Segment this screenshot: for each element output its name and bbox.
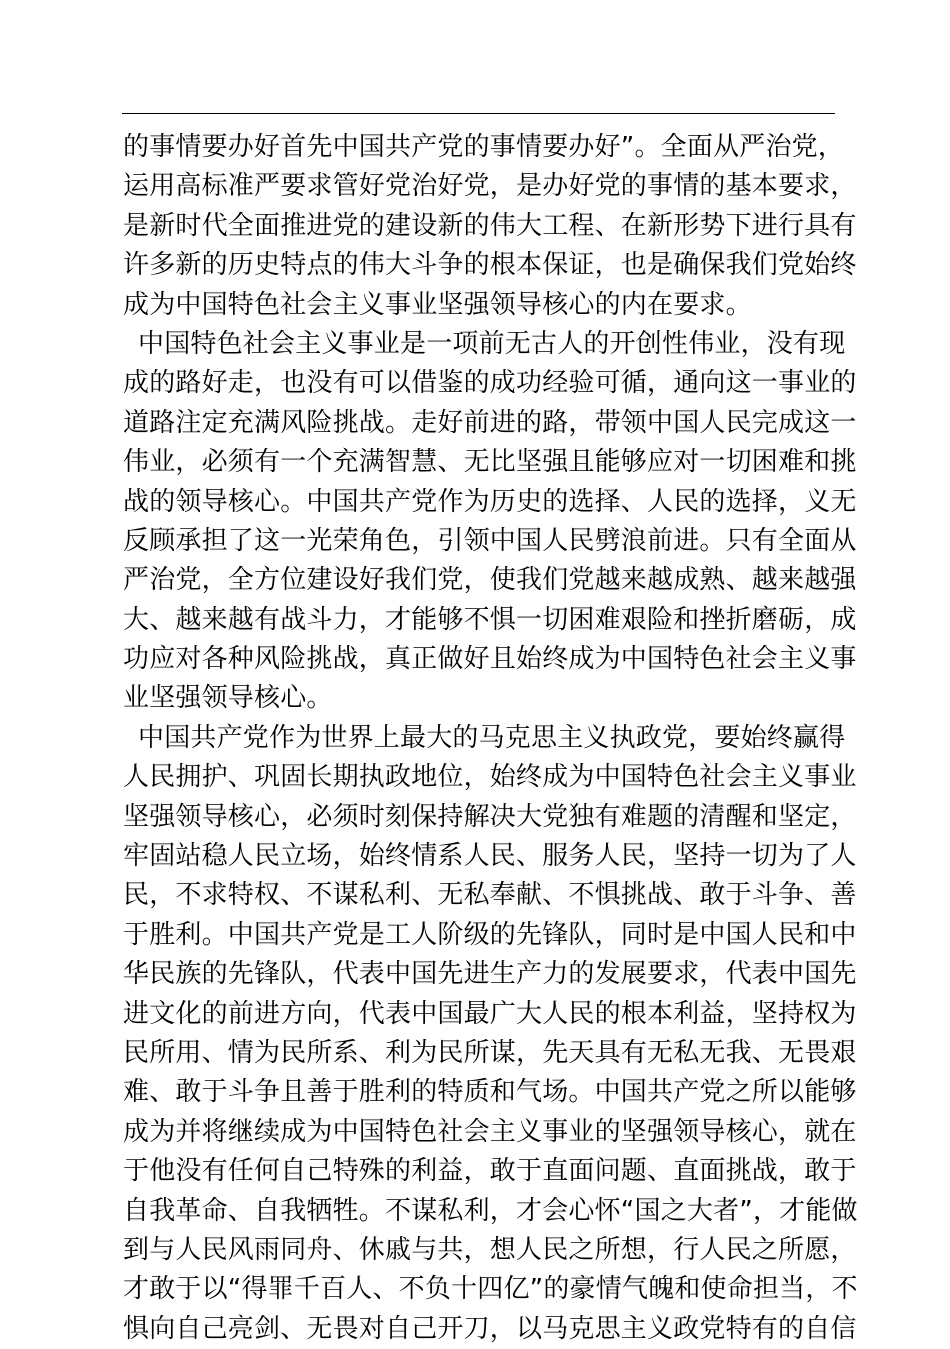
text-line: 运用高标准严要求管好党治好党，是办好党的事情的基本要求， (123, 171, 857, 202)
text-line: 严治党，全方位建设好我们党，使我们党越来越成熟、越来越强 (123, 565, 857, 596)
text-line: 的事情要办好首先中国共产党的事情要办好”。全面从严治党， (123, 132, 845, 162)
text-line: 惧向自己亮剑、无畏对自己开刀，以马克思主义政党特有的自信 (123, 1313, 857, 1344)
text-line: 牢固站稳人民立场，始终情系人民、服务人民，坚持一切为了人 (123, 841, 857, 872)
text-line: 业坚强领导核心。 (123, 683, 333, 714)
text-line: 大、越来越有战斗力，才能够不惧一切困难艰险和挫折磨砺，成 (123, 604, 857, 635)
text-line: 于胜利。中国共产党是工人阶级的先锋队，同时是中国人民和中 (123, 919, 857, 950)
text-line: 自我革命、自我牺牲。不谋私利，才会心怀“国之大者”，才能做 (123, 1195, 858, 1226)
text-line: 到与人民风雨同舟、休戚与共，想人民之所想，行人民之所愿， (123, 1234, 857, 1265)
text-line: 成为并将继续成为中国特色社会主义事业的坚强领导核心，就在 (123, 1116, 857, 1147)
body-text (123, 128, 858, 1349)
text-line: 许多新的历史特点的伟大斗争的根本保证，也是确保我们党始终 (123, 250, 857, 281)
text-line: 中国共产党作为世界上最大的马克思主义执政党，要始终赢得 (138, 722, 846, 753)
text-line: 坚强领导核心，必须时刻保持解决大党独有难题的清醒和坚定， (123, 801, 857, 832)
text-line: 成的路好走，也没有可以借鉴的成功经验可循，通向这一事业的 (123, 368, 857, 399)
text-line: 民，不求特权、不谋私利、无私奉献、不惧挑战、敢于斗争、善 (123, 880, 857, 911)
text-line: 伟业，必须有一个充满智慧、无比坚强且能够应对一切困难和挑 (123, 447, 857, 478)
text-line: 功应对各种风险挑战，真正做好且始终成为中国特色社会主义事 (123, 644, 857, 675)
text-line: 进文化的前进方向，代表中国最广大人民的根本利益，坚持权为 (123, 998, 857, 1029)
text-line: 于他没有任何自己特殊的利益，敢于直面问题、直面挑战，敢于 (123, 1156, 857, 1187)
text-line: 成为中国特色社会主义事业坚强领导核心的内在要求。 (123, 289, 752, 320)
text-line: 中国特色社会主义事业是一项前无古人的开创性伟业，没有现 (138, 328, 846, 359)
text-line: 是新时代全面推进党的建设新的伟大工程、在新形势下进行具有 (123, 210, 857, 241)
text-line: 才敢于以“得罪千百人、不负十四亿”的豪情气魄和使命担当，不 (123, 1274, 858, 1305)
text-line: 华民族的先锋队，代表中国先进生产力的发展要求，代表中国先 (123, 959, 857, 990)
header-rule (122, 113, 835, 114)
text-line: 反顾承担了这一光荣角色，引领中国人民劈浪前进。只有全面从 (123, 525, 857, 556)
text-line: 道路注定充满风险挑战。走好前进的路，带领中国人民完成这一 (123, 407, 857, 438)
text-line: 战的领导核心。中国共产党作为历史的选择、人民的选择，义无 (123, 486, 857, 517)
text-line: 难、敢于斗争且善于胜利的特质和气场。中国共产党之所以能够 (123, 1077, 857, 1108)
text-line: 人民拥护、巩固长期执政地位，始终成为中国特色社会主义事业 (123, 762, 857, 793)
text-line: 民所用、情为民所系、利为民所谋，先天具有无私无我、无畏艰 (123, 1037, 857, 1068)
